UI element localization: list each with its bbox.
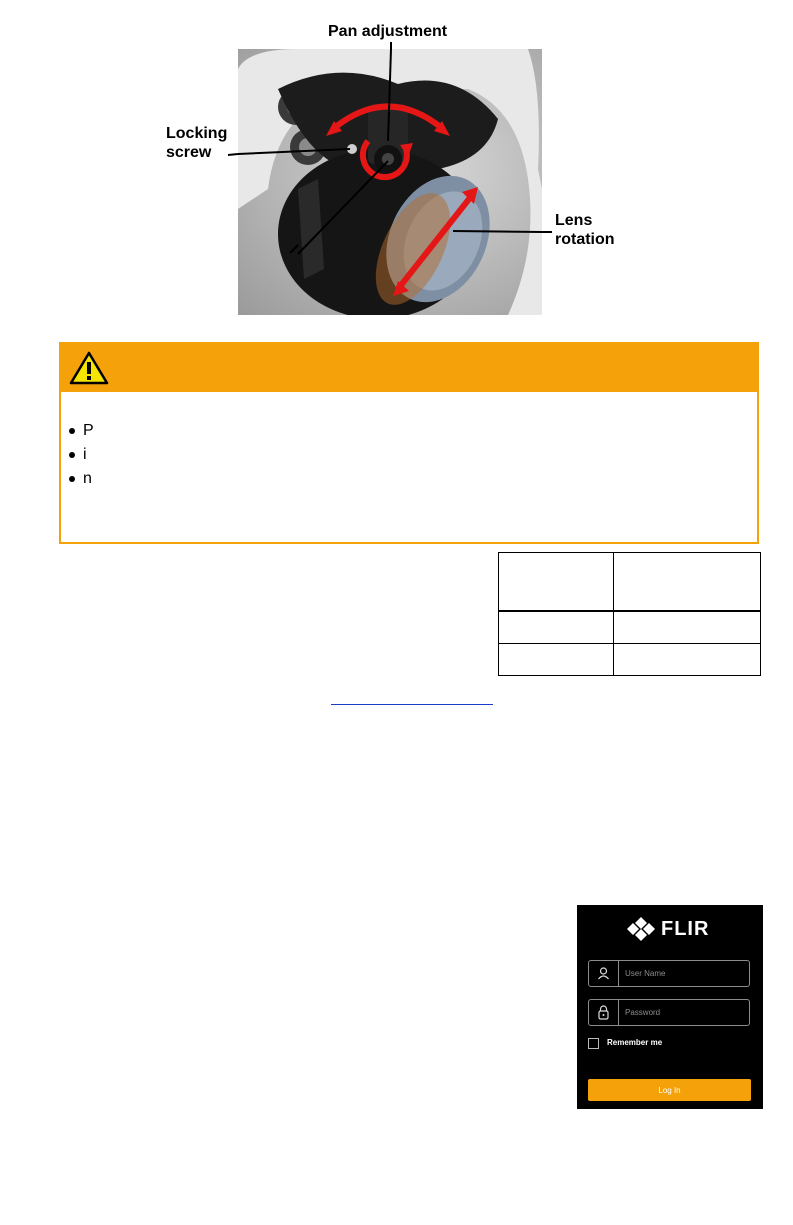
pan-adjustment-label: Pan adjustment <box>328 23 448 40</box>
user-icon <box>589 961 618 986</box>
table-cell <box>613 611 760 644</box>
locking-screw-label-line1: Locking <box>166 125 228 142</box>
table-row <box>499 644 761 676</box>
warning-item-text: P <box>83 422 94 439</box>
spec-table <box>498 552 761 676</box>
table-header-cell <box>613 553 760 612</box>
username-field[interactable] <box>588 960 750 987</box>
warning-box <box>59 342 759 544</box>
bullet-icon <box>69 452 75 458</box>
remember-me-label[interactable]: Remember me <box>607 1038 663 1047</box>
warning-item-text: i <box>83 446 87 463</box>
warning-item-text: n <box>83 470 92 487</box>
lens-rotation-label-line2: rotation <box>555 231 615 248</box>
table-cell <box>613 644 760 676</box>
username-input[interactable] <box>625 966 745 981</box>
flir-logo-text: FLIR <box>661 918 710 940</box>
table-header-row <box>499 553 761 612</box>
warning-list-item <box>69 421 94 441</box>
warning-list-item <box>69 469 92 489</box>
callout-leader-lines <box>0 0 793 330</box>
warning-triangle-icon <box>69 350 109 386</box>
flir-logo <box>627 917 717 941</box>
password-field[interactable] <box>588 999 750 1026</box>
login-panel <box>577 905 763 1109</box>
password-input[interactable] <box>625 1005 745 1020</box>
flir-diamond-logo-icon <box>627 917 655 941</box>
warning-list-item <box>69 445 87 465</box>
lens-rotation-label-line1: Lens <box>555 212 593 229</box>
warning-header <box>61 344 757 392</box>
bullet-icon <box>69 428 75 434</box>
table-row <box>499 611 761 644</box>
remember-me-checkbox[interactable] <box>588 1038 599 1049</box>
locking-screw-label-line2: screw <box>166 144 212 161</box>
lock-icon <box>589 1000 618 1025</box>
user-icon-box <box>589 961 619 986</box>
table-cell <box>499 611 614 644</box>
hyperlink-underline[interactable] <box>331 704 493 705</box>
table-cell <box>499 644 614 676</box>
bullet-icon <box>69 476 75 482</box>
table-header-cell <box>499 553 614 612</box>
login-button[interactable]: Log In <box>588 1079 751 1101</box>
lock-icon-box <box>589 1000 619 1025</box>
